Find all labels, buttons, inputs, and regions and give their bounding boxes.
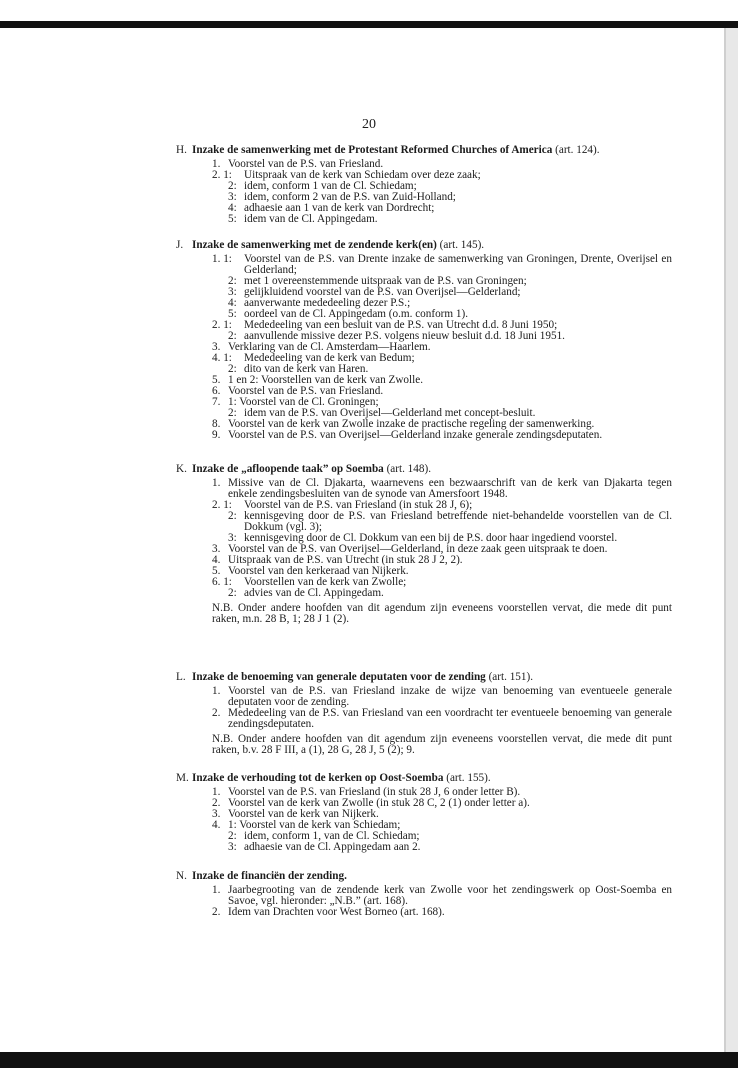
list-item: 2. 1: Voorstel van de P.S. van Friesland (in stuk 28 J, 6); xyxy=(212,499,473,511)
list-item: 3: adhaesie van de Cl. Appingedam aan 2. xyxy=(228,841,421,853)
list-item: 3. Voorstel van de kerk van Nijkerk. xyxy=(212,808,379,820)
list-item: 2: kennisgeving door de P.S. van Friesland betreffende niet-behandelde voorstellen van de Cl. Dokkum (vgl. 3); xyxy=(228,510,672,533)
list-item: 3: gelijkluidend voorstel van de P.S. van Overijsel—Gelderland; xyxy=(228,286,521,298)
list-item: 1. Voorstel van de P.S. van Friesland (in stuk 28 J, 6 onder letter B). xyxy=(212,786,521,798)
scan-top-border xyxy=(0,21,738,28)
section-m xyxy=(176,773,672,853)
list-item: 4: adhaesie aan 1 van de kerk van Dordrecht; xyxy=(228,202,435,214)
list-item: 8. Voorstel van de kerk van Zwolle inzake de practische regeling der samenwerking. xyxy=(212,418,595,430)
list-item: 6. 1: Voorstellen van de kerk van Zwolle; xyxy=(212,576,407,588)
list-item: 4. Uitspraak van de P.S. van Utrecht (in stuk 28 J 2, 2). xyxy=(212,554,463,566)
list-item: 5: idem van de Cl. Appingedam. xyxy=(228,213,378,225)
list-item: 6. Voorstel van de P.S. van Friesland. xyxy=(212,385,384,397)
section-heading: H. Inzake de samenwerking met de Protestant Reformed Churches of America (art. 124). xyxy=(176,144,600,156)
list-item: 2: aanvullende missive dezer P.S. volgens nieuw besluit d.d. 18 Juni 1951. xyxy=(228,330,565,342)
section-heading: L. Inzake de benoeming van generale deputaten voor de zending (art. 151). xyxy=(176,671,534,683)
list-item: 1. 1: Voorstel van de P.S. van Drente inzake de samenwerking van Groningen, Drente, Overijsel en Gelderland; xyxy=(212,253,672,276)
list-item: 2: dito van de kerk van Haren. xyxy=(228,363,369,375)
list-item: 3: idem, conform 2 van de P.S. van Zuid-Holland; xyxy=(228,191,456,203)
list-item: 1. Voorstel van de P.S. van Friesland. xyxy=(212,158,384,170)
list-item: 1. Missive van de Cl. Djakarta, waarnevens een bezwaarschrift van de kerk van Djakarta tegen enkele zendingsbesluiten van de synode van Amersfoort 1948. xyxy=(212,477,672,500)
list-item: 2. Mededeeling van de P.S. van Friesland van een voordracht ter eventueele benoeming van generale zendingsdeputaten. xyxy=(212,707,672,730)
list-item: 5: oordeel van de Cl. Appingedam (o.m. conform 1). xyxy=(228,308,469,320)
list-item: 2: met 1 overeenstemmende uitspraak van de P.S. van Groningen; xyxy=(228,275,527,287)
list-item: 5. Voorstel van den kerkeraad van Nijkerk. xyxy=(212,565,409,577)
list-item: 7. 1: Voorstel van de Cl. Groningen; xyxy=(212,396,379,408)
list-item: 2. 1: Mededeeling van een besluit van de P.S. van Utrecht d.d. 8 Juni 1950; xyxy=(212,319,558,331)
list-item: 3. Verklaring van de Cl. Amsterdam—Haarlem. xyxy=(212,341,431,353)
page-number: 20 xyxy=(362,117,376,132)
note: N.B. Onder andere hoofden van dit agendum zijn eveneens voorstellen vervat, die mede dit punt raken, m.n. 28 B, 1; 28 J 1 (2). xyxy=(212,602,672,625)
list-item: 2: idem, conform 1 van de Cl. Schiedam; xyxy=(228,180,417,192)
list-item: 2. 1: Uitspraak van de kerk van Schiedam over deze zaak; xyxy=(212,169,481,181)
list-item: 2. Idem van Drachten voor West Borneo (art. 168). xyxy=(212,906,445,918)
list-item: 1. Voorstel van de P.S. van Friesland inzake de wijze van benoeming van eventueele generale deputaten voor de zending. xyxy=(212,685,672,708)
scan-top-margin xyxy=(0,0,738,8)
section-heading: J. Inzake de samenwerking met de zendende kerk(en) (art. 145). xyxy=(176,239,485,251)
section-j xyxy=(176,240,672,441)
list-item: 9. Voorstel van de P.S. van Overijsel—Gelderland inzake generale zendingsdeputaten. xyxy=(212,429,603,441)
list-item: 2: idem, conform 1, van de Cl. Schiedam; xyxy=(228,830,420,842)
list-item: 3. Voorstel van de P.S. van Overijsel—Gelderland, in deze zaak geen uitspraak te doen. xyxy=(212,543,608,555)
list-item: 4. 1: Voorstel van de kerk van Schiedam; xyxy=(212,819,401,831)
section-h xyxy=(176,145,672,225)
list-item: 2. Voorstel van de kerk van Zwolle (in stuk 28 C, 2 (1) onder letter a). xyxy=(212,797,530,809)
section-k xyxy=(176,464,672,625)
list-item: 5. 1 en 2: Voorstellen van de kerk van Zwolle. xyxy=(212,374,424,386)
section-heading: K. Inzake de „afloopende taak” op Soemba (art. 148). xyxy=(176,463,431,475)
list-item: 4. 1: Mededeeling van de kerk van Bedum; xyxy=(212,352,415,364)
list-item: 2: advies van de Cl. Appingedam. xyxy=(228,587,384,599)
section-heading: N. Inzake de financiën der zending. xyxy=(176,870,347,882)
page-edge-shadow xyxy=(726,28,738,1052)
list-item: 2: idem van de P.S. van Overijsel—Gelderland met concept-besluit. xyxy=(228,407,536,419)
list-item: 1. Jaarbegrooting van de zendende kerk van Zwolle voor het zendingswerk op Oost-Soemba en Savoe, vgl. hieronder: „N.B.” (art. 168). xyxy=(212,884,672,907)
list-item: 4: aanverwante mededeeling dezer P.S.; xyxy=(228,297,411,309)
list-item: 3: kennisgeving door de Cl. Dokkum van een bij de P.S. door haar ingediend voorstel. xyxy=(228,532,618,544)
note: N.B. Onder andere hoofden van dit agendum zijn eveneens voorstellen vervat, die mede dit punt raken, b.v. 28 F III, a (1), 28 G, 28 J, 5 (2); 9. xyxy=(212,733,672,756)
section-l xyxy=(176,672,672,756)
section-n xyxy=(176,871,672,918)
section-heading: M. Inzake de verhouding tot de kerken op Oost-Soemba (art. 155). xyxy=(176,772,491,784)
scan-bottom-border xyxy=(0,1052,738,1068)
